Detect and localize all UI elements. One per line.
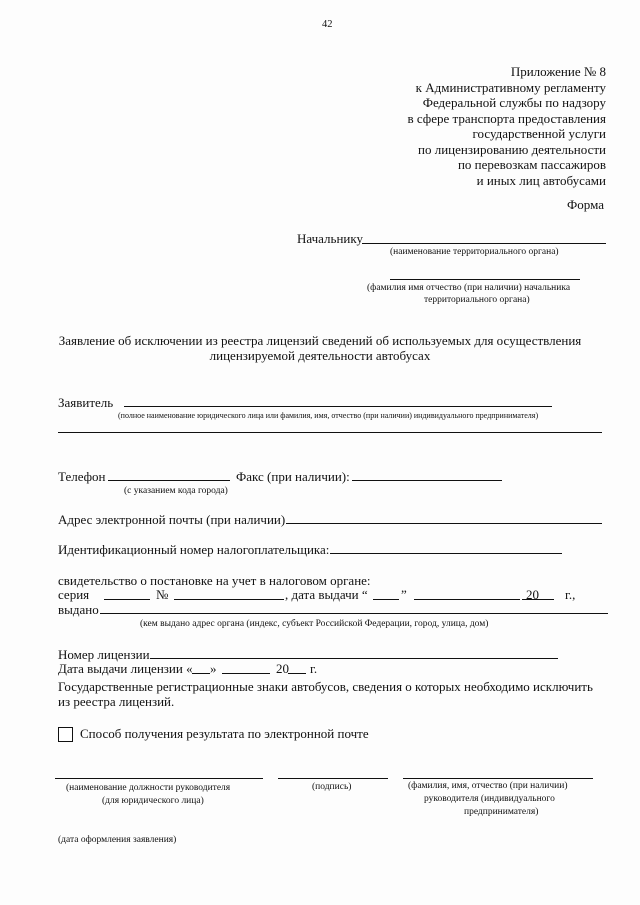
email-delivery-label: Способ получения результата по электронной почте [80,726,369,741]
signature-hint: (подпись) [312,782,352,792]
year-suffix: г., [565,587,576,602]
plates-text: из реестра лицензий. [58,694,175,709]
appendix-line: и иных лиц автобусами [476,172,606,188]
license-year-suffix: г. [310,661,318,676]
appendix-line: по перевозкам пассажиров [457,157,606,172]
applicant-label: Заявитель [58,395,114,410]
issued-by-label: выдано [58,602,99,617]
signature-field[interactable] [278,778,388,779]
license-date-label: Дата выдачи лицензии « [58,661,193,676]
issue-day-field[interactable] [373,599,399,600]
year-prefix: 20 [526,587,539,602]
series-field[interactable] [104,599,150,600]
license-year-field[interactable] [288,673,306,674]
head-name-hint: (фамилия имя отчество (при наличии) начальника [367,283,571,293]
phone-label: Телефон [58,469,106,484]
appendix-line: государственной услуги [472,126,606,141]
license-date-close: » [210,661,217,676]
plates-text: Государственные регистрационные знаки автобусов, сведения о которых необходимо исключить [58,679,593,694]
document-title: Заявление об исключении из реестра лицензий сведений об используемых для осуществления [58,333,582,348]
appendix-line: по лицензированию деятельности [418,141,606,157]
applicant-hint: (полное наименование юридического лица или фамилия, имя, отчество (при наличии) индивидуального предпринимателя) [118,411,539,420]
appendix-line: Федеральной службы по надзору [422,95,606,110]
appendix-line: к Административному регламенту [415,79,606,95]
license-number-label: Номер лицензии [58,647,150,662]
form-label: Форма [567,197,604,212]
fio-hint: (фамилия, имя, отчество (при наличии) [408,781,568,791]
date-hint: (дата оформления заявления) [58,835,177,845]
inn-field[interactable] [330,553,562,554]
issue-year-field[interactable] [522,599,554,600]
number-label: № [156,587,169,602]
phone-field[interactable] [108,480,230,481]
head-label: Начальнику [297,231,364,246]
license-number-field[interactable] [150,658,558,659]
applicant-field-line2[interactable] [58,432,602,433]
issue-date-close: ” [401,587,407,602]
license-month-field[interactable] [222,673,270,674]
email-label: Адрес электронной почты (при наличии) [58,512,286,527]
page-number: 42 [322,19,333,30]
certificate-number-field[interactable] [174,599,284,600]
head-name-field[interactable] [390,279,580,280]
fax-field[interactable] [352,480,502,481]
head-name-hint: территориального органа) [424,295,530,305]
issued-by-field[interactable] [100,613,608,614]
issue-month-field[interactable] [414,599,520,600]
phone-hint: (с указанием кода города) [124,486,228,496]
appendix-line: Приложение № 8 [510,64,606,79]
position-hint: (для юридического лица) [102,796,204,806]
fax-label: Факс (при наличии): [236,469,350,484]
appendix-header [306,64,606,188]
territorial-body-hint: (наименование территориального органа) [390,247,559,257]
position-field[interactable] [55,778,263,779]
tax-registration-label: свидетельство о постановке на учет в налоговом органе: [58,573,371,588]
series-label: серия [58,587,90,602]
issue-date-label: , дата выдачи “ [285,587,368,602]
inn-label: Идентификационный номер налогоплательщика: [58,542,330,557]
appendix-line: в сфере транспорта предоставления [407,110,606,126]
email-field[interactable] [286,523,602,524]
email-delivery-checkbox[interactable] [58,727,73,742]
license-day-field[interactable] [192,673,210,674]
applicant-field[interactable] [124,406,552,407]
fio-field[interactable] [403,778,593,779]
fio-hint: предпринимателя) [464,807,539,817]
issued-by-hint: (кем выдано адрес органа (индекс, субъект Российской Федерации, город, улица, дом) [140,619,489,629]
position-hint: (наименование должности руководителя [66,783,231,793]
document-title: лицензируемой деятельности автобусах [209,348,431,363]
license-year-prefix: 20 [276,661,289,676]
fio-hint: руководителя (индивидуального [424,794,555,804]
territorial-body-field[interactable] [362,243,606,244]
